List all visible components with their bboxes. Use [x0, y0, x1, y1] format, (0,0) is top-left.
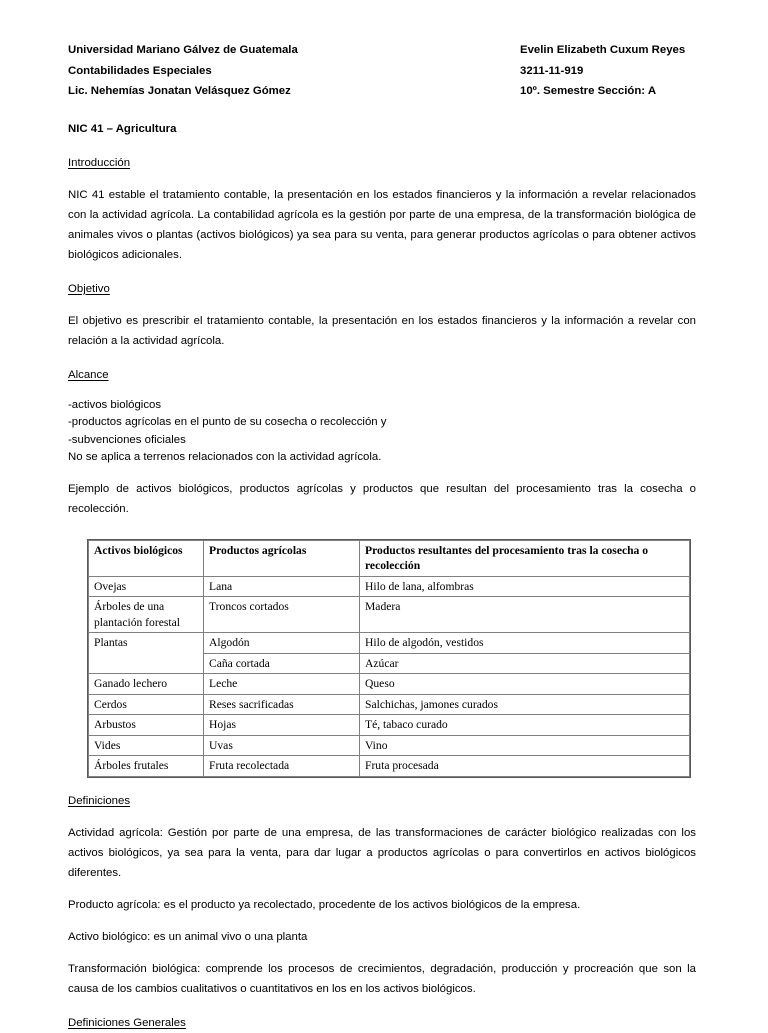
table-header-cell: Activos biológicos: [89, 540, 204, 576]
table-header-row: [89, 540, 690, 576]
table-header-cell: Productos resultantes del procesamiento tras la cosecha o recolección: [360, 540, 690, 576]
table-cell-processed-product: Té, tabaco curado: [360, 715, 690, 736]
table-row: [89, 633, 690, 654]
paragraph-definicion-transformacion-biologica: Transformación biológica: comprende los procesos de crecimientos, degradación, producción y procreación que son la causa de los cambios cualitativos o cuantitativos en los en los activos biológicos.: [68, 962, 696, 995]
alcance-list: [68, 397, 696, 467]
table-cell-agricultural-product: Fruta recolectada: [204, 756, 360, 777]
table-cell-agricultural-product: Uvas: [204, 735, 360, 756]
table-row: [89, 576, 690, 597]
table-cell-biological-asset: Plantas: [89, 633, 204, 674]
paragraph-definicion-activo-biologico: Activo biológico: es un animal vivo o una planta: [68, 930, 308, 943]
table-cell-agricultural-product: Algodón: [204, 633, 360, 654]
table-cell-agricultural-product: Leche: [204, 674, 360, 695]
section-heading-objetivo: [68, 279, 696, 299]
header-row: [68, 61, 696, 82]
table-cell-agricultural-product: Troncos cortados: [204, 597, 360, 633]
table-cell-processed-product: Vino: [360, 735, 690, 756]
header-professor: Lic. Nehemías Jonatan Velásquez Gómez: [68, 85, 291, 97]
examples-table: [88, 540, 690, 777]
table-cell-biological-asset: Árboles de una plantación forestal: [89, 597, 204, 633]
section-heading-definiciones-generales-label: Definiciones Generales: [68, 1016, 186, 1029]
paragraph-introduccion: NIC 41 estable el tratamiento contable, la presentación en los estados financieros y la información a revelar relacionados con la actividad agrícola. La contabilidad agrícola es la gestión por parte de una empresa, de la transformación biológica de animales vivos o plantas (activos biológicos) ya sea para su venta, para generar productos agrícolas o para obtener activos biológicos adicionales.: [68, 188, 696, 261]
document-header: [68, 40, 696, 102]
table-cell-processed-product: Salchichas, jamones curados: [360, 694, 690, 715]
examples-table-wrapper: [88, 540, 656, 777]
table-body: [89, 576, 690, 776]
table-cell-biological-asset: Cerdos: [89, 694, 204, 715]
table-cell-processed-product: Fruta procesada: [360, 756, 690, 777]
section-heading-alcance: [68, 365, 696, 385]
table-cell-processed-product: Madera: [360, 597, 690, 633]
table-cell-agricultural-product: Lana: [204, 576, 360, 597]
document-content: [68, 40, 696, 1033]
table-cell-biological-asset: Arbustos: [89, 715, 204, 736]
header-row: [68, 81, 696, 102]
table-row: [89, 597, 690, 633]
table-row: [89, 756, 690, 777]
paragraph-ejemplo: Ejemplo de activos biológicos, productos agrícolas y productos que resultan del procesamiento tras la cosecha o recolección.: [68, 482, 696, 515]
table-row: [89, 715, 690, 736]
table-cell-processed-product: Hilo de algodón, vestidos: [360, 633, 690, 654]
section-heading-objetivo-label: Objetivo: [68, 282, 110, 295]
paragraph-definicion-producto-agricola: Producto agrícola: es el producto ya recolectado, procedente de los activos biológicos de la empresa.: [68, 898, 581, 911]
paragraph-definicion-actividad-agricola: Actividad agrícola: Gestión por parte de una empresa, de las transformaciones de carácter biológico realizadas con los activos biológicos, ya sea para la venta, para dar lugar a productos agrícolas o para convertirlos en activos biológicos diferentes.: [68, 826, 696, 879]
section-heading-definiciones-label: Definiciones: [68, 794, 131, 807]
table-cell-biological-asset: Ganado lechero: [89, 674, 204, 695]
section-heading-definiciones-generales: [68, 1013, 696, 1033]
section-heading-definiciones: [68, 791, 696, 811]
table-header-cell: Productos agrícolas: [204, 540, 360, 576]
table-cell-processed-product: Queso: [360, 674, 690, 695]
section-heading-introduccion-label: Introducción: [68, 156, 131, 169]
table-cell-biological-asset: Ovejas: [89, 576, 204, 597]
table-row: [89, 674, 690, 695]
table-cell-biological-asset: Árboles frutales: [89, 756, 204, 777]
alcance-list-item: -subvenciones oficiales: [68, 433, 186, 446]
table-cell-agricultural-product: Hojas: [204, 715, 360, 736]
header-course: Contabilidades Especiales: [68, 64, 212, 77]
alcance-list-item: -activos biológicos: [68, 398, 162, 411]
section-heading-alcance-label: Alcance: [68, 368, 109, 381]
table-row: [89, 735, 690, 756]
page-title: NIC 41 – Agricultura: [68, 122, 177, 135]
header-student-name: Evelin Elizabeth Cuxum Reyes: [520, 44, 686, 56]
header-semester-section: 10º. Semestre Sección: A: [520, 85, 657, 97]
header-row: [68, 40, 696, 61]
table-cell-processed-product: Hilo de lana, alfombras: [360, 576, 690, 597]
header-university: Universidad Mariano Gálvez de Guatemala: [68, 44, 298, 56]
table-cell-agricultural-product: Reses sacrificadas: [204, 694, 360, 715]
table-cell-biological-asset: Vides: [89, 735, 204, 756]
section-heading-introduccion: [68, 153, 696, 173]
paragraph-objetivo: El objetivo es prescribir el tratamiento contable, la presentación en los estados financieros y la información a revelar con relación a la actividad agrícola.: [68, 314, 696, 347]
table-cell-processed-product: Azúcar: [360, 653, 690, 674]
alcance-list-note: No se aplica a terrenos relacionados con la actividad agrícola.: [68, 451, 382, 463]
table-row: [89, 694, 690, 715]
header-student-id: 3211-11-919: [520, 64, 584, 77]
alcance-list-item: -productos agrícolas en el punto de su cosecha o recolección y: [68, 416, 387, 428]
table-cell-agricultural-product: Caña cortada: [204, 653, 360, 674]
